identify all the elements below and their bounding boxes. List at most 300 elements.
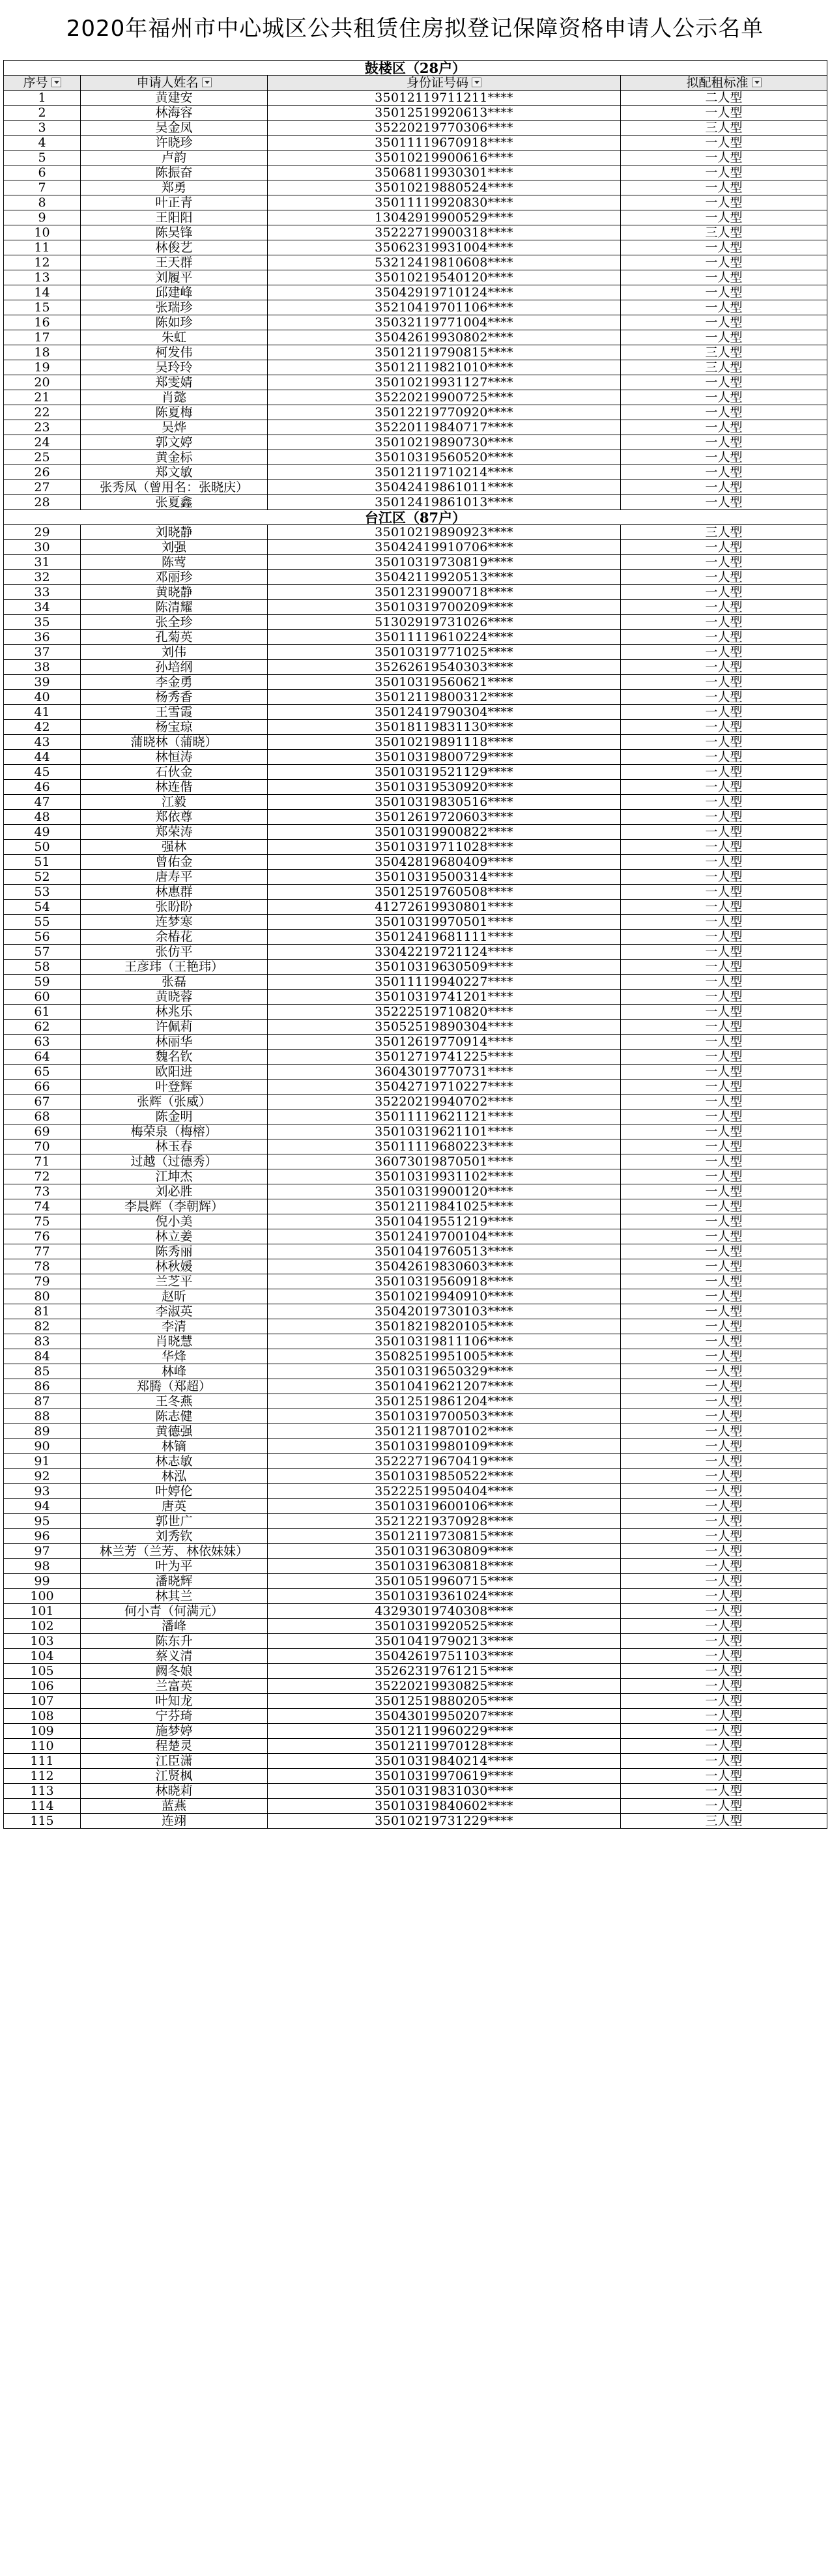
rental-standard: 一人型 <box>621 1499 827 1514</box>
applicant-name: 吴金凤 <box>81 121 268 136</box>
row-number: 5 <box>4 150 81 165</box>
id-number: 35012119841025**** <box>268 1199 621 1214</box>
applicant-name: 林峰 <box>81 1364 268 1379</box>
table-row <box>4 1739 827 1754</box>
applicant-name: 林晓莉 <box>81 1784 268 1799</box>
rental-standard: 一人型 <box>621 450 827 465</box>
row-number: 23 <box>4 420 81 435</box>
applicant-name: 强林 <box>81 840 268 855</box>
applicant-name: 卢韵 <box>81 150 268 165</box>
table-row <box>4 1529 827 1544</box>
rental-standard: 一人型 <box>621 780 827 795</box>
table-row <box>4 1229 827 1244</box>
rental-standard: 一人型 <box>621 1199 827 1214</box>
applicant-name: 陈吴锋 <box>81 225 268 240</box>
id-number: 35018219820105**** <box>268 1319 621 1334</box>
row-number: 30 <box>4 540 81 555</box>
row-number: 93 <box>4 1484 81 1499</box>
applicant-name: 张全珍 <box>81 615 268 630</box>
applicant-name: 李晨辉（李朝辉） <box>81 1199 268 1214</box>
id-number: 35220119840717**** <box>268 420 621 435</box>
row-number: 59 <box>4 975 81 990</box>
applicant-name: 张仿平 <box>81 945 268 960</box>
table-row <box>4 930 827 945</box>
table-row <box>4 1349 827 1364</box>
id-number: 35012519861204**** <box>268 1394 621 1409</box>
table-row <box>4 270 827 285</box>
rental-standard: 一人型 <box>621 900 827 915</box>
applicant-name: 林立姜 <box>81 1229 268 1244</box>
id-number: 41272619930801**** <box>268 900 621 915</box>
table-row <box>4 1080 827 1095</box>
table-row <box>4 945 827 960</box>
applicant-name: 赵昕 <box>81 1289 268 1304</box>
filter-dropdown-icon[interactable] <box>202 78 212 87</box>
rental-standard: 一人型 <box>621 630 827 645</box>
id-number: 53212419810608**** <box>268 255 621 270</box>
applicant-name: 陈秀丽 <box>81 1244 268 1259</box>
rental-standard: 一人型 <box>621 1020 827 1035</box>
row-number: 38 <box>4 660 81 675</box>
applicant-name: 张盼盼 <box>81 900 268 915</box>
row-number: 20 <box>4 375 81 390</box>
row-number: 62 <box>4 1020 81 1035</box>
row-number: 77 <box>4 1244 81 1259</box>
rental-standard: 一人型 <box>621 1544 827 1559</box>
id-number: 35010319521129**** <box>268 765 621 780</box>
rental-standard: 一人型 <box>621 930 827 945</box>
rental-standard: 一人型 <box>621 540 827 555</box>
table-row <box>4 390 827 405</box>
id-number: 35012719741225**** <box>268 1050 621 1065</box>
applicant-name: 欧阳进 <box>81 1065 268 1080</box>
applicant-name: 郑腾（郑超） <box>81 1379 268 1394</box>
table-row <box>4 1199 827 1214</box>
row-number: 101 <box>4 1604 81 1619</box>
applicant-name: 石伙金 <box>81 765 268 780</box>
rental-standard: 一人型 <box>621 1454 827 1469</box>
applicant-name: 吴烨 <box>81 420 268 435</box>
rental-standard: 一人型 <box>621 1124 827 1139</box>
row-number: 18 <box>4 345 81 360</box>
id-number: 35042419910706**** <box>268 540 621 555</box>
applicant-name: 许佩莉 <box>81 1020 268 1035</box>
applicant-name: 林俊艺 <box>81 240 268 255</box>
row-number: 56 <box>4 930 81 945</box>
applicant-name: 许晓珍 <box>81 136 268 150</box>
id-number: 35222719900318**** <box>268 225 621 240</box>
id-number: 35220219900725**** <box>268 390 621 405</box>
applicant-name: 林兰芳（兰芳、林依妹妹） <box>81 1544 268 1559</box>
id-number: 35012219770920**** <box>268 405 621 420</box>
table-row <box>4 1514 827 1529</box>
applicant-name: 张秀凤（曾用名：张晓庆） <box>81 480 268 495</box>
rental-standard: 一人型 <box>621 990 827 1005</box>
table-row <box>4 1544 827 1559</box>
applicant-name: 江臣潇 <box>81 1754 268 1769</box>
applicant-name: 郑依尊 <box>81 810 268 825</box>
id-number: 35012119960229**** <box>268 1724 621 1739</box>
id-number: 35010319811106**** <box>268 1334 621 1349</box>
rental-standard: 一人型 <box>621 150 827 165</box>
id-number: 36043019770731**** <box>268 1065 621 1080</box>
table-row <box>4 300 827 315</box>
row-number: 115 <box>4 1814 81 1829</box>
id-number: 35043019950207**** <box>268 1709 621 1724</box>
rental-standard: 一人型 <box>621 1334 827 1349</box>
rental-standard: 一人型 <box>621 420 827 435</box>
row-number: 103 <box>4 1634 81 1649</box>
row-number: 82 <box>4 1319 81 1334</box>
applicant-name: 郑勇 <box>81 180 268 195</box>
column-header-type[interactable] <box>621 76 827 91</box>
row-number: 21 <box>4 390 81 405</box>
applicant-name: 吴玲玲 <box>81 360 268 375</box>
applicant-name: 陈莺 <box>81 555 268 570</box>
id-number: 35012119970128**** <box>268 1739 621 1754</box>
rental-standard: 一人型 <box>621 1169 827 1184</box>
applicant-name: 刘必胜 <box>81 1184 268 1199</box>
header-row <box>4 76 827 91</box>
table-row <box>4 975 827 990</box>
row-number: 67 <box>4 1095 81 1109</box>
applicant-name: 叶婷伦 <box>81 1484 268 1499</box>
id-number: 35010219890923**** <box>268 525 621 540</box>
table-row <box>4 1289 827 1304</box>
applicant-name: 林秋媛 <box>81 1259 268 1274</box>
applicant-name: 张夏鑫 <box>81 495 268 510</box>
rental-standard: 一人型 <box>621 1574 827 1589</box>
rental-standard: 一人型 <box>621 330 827 345</box>
row-number: 65 <box>4 1065 81 1080</box>
table-row <box>4 1694 827 1709</box>
row-number: 36 <box>4 630 81 645</box>
id-number: 35222719670419**** <box>268 1454 621 1469</box>
table-row <box>4 1484 827 1499</box>
district-label: 台江区（87户） <box>4 510 827 525</box>
row-number: 58 <box>4 960 81 975</box>
applicant-name: 张辉（张威） <box>81 1095 268 1109</box>
table-row <box>4 1020 827 1035</box>
table-row <box>4 840 827 855</box>
table-row <box>4 465 827 480</box>
applicant-name: 林志敏 <box>81 1454 268 1469</box>
row-number: 105 <box>4 1664 81 1679</box>
row-number: 88 <box>4 1409 81 1424</box>
column-header-id[interactable] <box>268 76 621 91</box>
row-number: 2 <box>4 106 81 121</box>
table-row <box>4 480 827 495</box>
row-number: 60 <box>4 990 81 1005</box>
row-number: 92 <box>4 1469 81 1484</box>
table-row <box>4 495 827 510</box>
rental-standard: 一人型 <box>621 600 827 615</box>
rental-standard: 一人型 <box>621 675 827 690</box>
applicant-name: 肖懿 <box>81 390 268 405</box>
rental-standard: 一人型 <box>621 915 827 930</box>
applicant-name: 兰芝平 <box>81 1274 268 1289</box>
id-number: 35010319800729**** <box>268 750 621 765</box>
table-row <box>4 870 827 885</box>
applicant-name: 倪小美 <box>81 1214 268 1229</box>
id-number: 35010419551219**** <box>268 1214 621 1229</box>
id-number: 35052519890304**** <box>268 1020 621 1035</box>
row-number: 45 <box>4 765 81 780</box>
id-number: 35042619751103**** <box>268 1649 621 1664</box>
rental-standard: 一人型 <box>621 1274 827 1289</box>
table-row <box>4 585 827 600</box>
id-number: 35010219731229**** <box>268 1814 621 1829</box>
row-number: 4 <box>4 136 81 150</box>
applicant-name: 蓝燕 <box>81 1799 268 1814</box>
row-number: 34 <box>4 600 81 615</box>
rental-standard: 一人型 <box>621 1035 827 1050</box>
id-number: 35012119711211**** <box>268 91 621 106</box>
table-row <box>4 720 827 735</box>
row-number: 64 <box>4 1050 81 1065</box>
row-number: 71 <box>4 1154 81 1169</box>
applicant-name: 张磊 <box>81 975 268 990</box>
id-number: 35062319931004**** <box>268 240 621 255</box>
id-number: 35010319600106**** <box>268 1499 621 1514</box>
row-number: 113 <box>4 1784 81 1799</box>
rental-standard: 一人型 <box>621 1619 827 1634</box>
rental-standard: 一人型 <box>621 1514 827 1529</box>
row-number: 16 <box>4 315 81 330</box>
id-number: 35010319560918**** <box>268 1274 621 1289</box>
rental-standard: 一人型 <box>621 1484 827 1499</box>
id-number: 35010319850522**** <box>268 1469 621 1484</box>
table-row <box>4 1364 827 1379</box>
row-number: 7 <box>4 180 81 195</box>
applicant-name: 连翊 <box>81 1814 268 1829</box>
row-number: 10 <box>4 225 81 240</box>
row-number: 111 <box>4 1754 81 1769</box>
rental-standard: 一人型 <box>621 1784 827 1799</box>
applicant-name: 潘峰 <box>81 1619 268 1634</box>
applicant-name: 梅荣泉（梅榕） <box>81 1124 268 1139</box>
id-number: 35012119870102**** <box>268 1424 621 1439</box>
id-number: 35220219940702**** <box>268 1095 621 1109</box>
applicant-name: 江贤枫 <box>81 1769 268 1784</box>
id-number: 43293019740308**** <box>268 1604 621 1619</box>
id-number: 35042619930802**** <box>268 330 621 345</box>
applicant-name: 郑荣涛 <box>81 825 268 840</box>
table-row <box>4 1454 827 1469</box>
row-number: 106 <box>4 1679 81 1694</box>
rental-standard: 一人型 <box>621 210 827 225</box>
id-number: 35010319560621**** <box>268 675 621 690</box>
row-number: 66 <box>4 1080 81 1095</box>
rental-standard: 一人型 <box>621 765 827 780</box>
id-number: 35012419790304**** <box>268 705 621 720</box>
row-number: 75 <box>4 1214 81 1229</box>
id-number: 35010319831030**** <box>268 1784 621 1799</box>
table-row <box>4 1679 827 1694</box>
rental-standard: 一人型 <box>621 1409 827 1424</box>
rental-standard: 一人型 <box>621 1244 827 1259</box>
rental-standard: 一人型 <box>621 480 827 495</box>
id-number: 35010319650329**** <box>268 1364 621 1379</box>
id-number: 35012319900718**** <box>268 585 621 600</box>
row-number: 8 <box>4 195 81 210</box>
table-row <box>4 1754 827 1769</box>
applicant-name: 肖晓慧 <box>81 1334 268 1349</box>
row-number: 74 <box>4 1199 81 1214</box>
id-number: 13042919900529**** <box>268 210 621 225</box>
applicant-name: 王阳阳 <box>81 210 268 225</box>
row-number: 25 <box>4 450 81 465</box>
row-number: 69 <box>4 1124 81 1139</box>
applicant-name: 黄德强 <box>81 1424 268 1439</box>
filter-dropdown-icon[interactable] <box>51 78 61 87</box>
table-row <box>4 1095 827 1109</box>
table-row <box>4 645 827 660</box>
table-row <box>4 1274 827 1289</box>
rental-standard: 一人型 <box>621 1319 827 1334</box>
table-row <box>4 1109 827 1124</box>
table-row <box>4 1784 827 1799</box>
rental-standard: 一人型 <box>621 195 827 210</box>
id-number: 33042219721124**** <box>268 945 621 960</box>
rental-standard: 一人型 <box>621 1439 827 1454</box>
id-number: 35010319621101**** <box>268 1124 621 1139</box>
rental-standard: 一人型 <box>621 315 827 330</box>
rental-standard: 一人型 <box>621 106 827 121</box>
row-number: 80 <box>4 1289 81 1304</box>
applicant-name: 阙冬娘 <box>81 1664 268 1679</box>
table-row <box>4 225 827 240</box>
filter-dropdown-icon[interactable] <box>752 78 762 87</box>
row-number: 107 <box>4 1694 81 1709</box>
row-number: 27 <box>4 480 81 495</box>
applicant-name: 刘强 <box>81 540 268 555</box>
rental-standard: 一人型 <box>621 1080 827 1095</box>
row-number: 87 <box>4 1394 81 1409</box>
applicant-name: 郭世广 <box>81 1514 268 1529</box>
applicant-name: 孙培纲 <box>81 660 268 675</box>
row-number: 89 <box>4 1424 81 1439</box>
rental-standard: 一人型 <box>621 555 827 570</box>
applicant-name: 杨宝琼 <box>81 720 268 735</box>
table-row <box>4 1799 827 1814</box>
rental-standard: 一人型 <box>621 1184 827 1199</box>
rental-standard: 一人型 <box>621 1095 827 1109</box>
row-number: 85 <box>4 1364 81 1379</box>
table-row <box>4 255 827 270</box>
table-row <box>4 345 827 360</box>
id-number: 35010219890730**** <box>268 435 621 450</box>
applicant-name: 陈清耀 <box>81 600 268 615</box>
table-row <box>4 450 827 465</box>
row-number: 57 <box>4 945 81 960</box>
rental-standard: 一人型 <box>621 1259 827 1274</box>
id-number: 35018119831130**** <box>268 720 621 735</box>
applicant-name: 郭文婷 <box>81 435 268 450</box>
table-row <box>4 1604 827 1619</box>
id-number: 35011119680223**** <box>268 1139 621 1154</box>
filter-dropdown-icon[interactable] <box>472 78 481 87</box>
applicant-name: 林连偕 <box>81 780 268 795</box>
id-number: 35010219880524**** <box>268 180 621 195</box>
row-number: 35 <box>4 615 81 630</box>
applicant-name: 郑雯婧 <box>81 375 268 390</box>
rental-standard: 一人型 <box>621 1214 827 1229</box>
id-number: 35012519920613**** <box>268 106 621 121</box>
row-number: 76 <box>4 1229 81 1244</box>
table-row <box>4 660 827 675</box>
applicant-name: 林丽华 <box>81 1035 268 1050</box>
table-row <box>4 735 827 750</box>
id-number: 35012519880205**** <box>268 1694 621 1709</box>
applicant-name: 刘履平 <box>81 270 268 285</box>
row-number: 63 <box>4 1035 81 1050</box>
table-row <box>4 1244 827 1259</box>
applicant-name: 林镝 <box>81 1439 268 1454</box>
district-label: 鼓楼区（28户） <box>4 61 827 76</box>
row-number: 51 <box>4 855 81 870</box>
applicant-name: 蔡义清 <box>81 1649 268 1664</box>
applicant-name: 叶知龙 <box>81 1694 268 1709</box>
row-number: 1 <box>4 91 81 106</box>
id-number: 35012119821010**** <box>268 360 621 375</box>
column-header-no[interactable] <box>4 76 81 91</box>
rental-standard: 一人型 <box>621 585 827 600</box>
applicant-name: 叶登辉 <box>81 1080 268 1095</box>
applicant-name: 柯发伟 <box>81 345 268 360</box>
table-row <box>4 630 827 645</box>
table-row <box>4 315 827 330</box>
rental-standard: 一人型 <box>621 1694 827 1709</box>
rental-standard: 一人型 <box>621 165 827 180</box>
table-row <box>4 1319 827 1334</box>
row-number: 102 <box>4 1619 81 1634</box>
table-row <box>4 1424 827 1439</box>
id-number: 35032119771004**** <box>268 315 621 330</box>
applicant-name: 黄晓静 <box>81 585 268 600</box>
id-number: 35222519710820**** <box>268 1005 621 1020</box>
rental-standard: 三人型 <box>621 121 827 136</box>
row-number: 22 <box>4 405 81 420</box>
id-number: 35010319630509**** <box>268 960 621 975</box>
table-row <box>4 1499 827 1514</box>
applicant-name: 连梦寒 <box>81 915 268 930</box>
column-header-name[interactable] <box>81 76 268 91</box>
id-number: 35042919710124**** <box>268 285 621 300</box>
table-row <box>4 960 827 975</box>
id-number: 35010319560520**** <box>268 450 621 465</box>
applicant-name: 孔菊英 <box>81 630 268 645</box>
applicant-name: 叶为平 <box>81 1559 268 1574</box>
id-number: 35010319840602**** <box>268 1799 621 1814</box>
applicant-name: 兰富英 <box>81 1679 268 1694</box>
rental-standard: 三人型 <box>621 225 827 240</box>
id-number: 35010319900120**** <box>268 1184 621 1199</box>
table-row <box>4 330 827 345</box>
rental-standard: 一人型 <box>621 960 827 975</box>
table-row <box>4 1814 827 1829</box>
table-row <box>4 1124 827 1139</box>
rental-standard: 一人型 <box>621 1754 827 1769</box>
row-number: 83 <box>4 1334 81 1349</box>
id-number: 35011119610224**** <box>268 630 621 645</box>
id-number: 35010319500314**** <box>268 870 621 885</box>
row-number: 90 <box>4 1439 81 1454</box>
table-row <box>4 1304 827 1319</box>
applicant-name: 黄晓蓉 <box>81 990 268 1005</box>
applicant-name: 王冬燕 <box>81 1394 268 1409</box>
row-number: 109 <box>4 1724 81 1739</box>
